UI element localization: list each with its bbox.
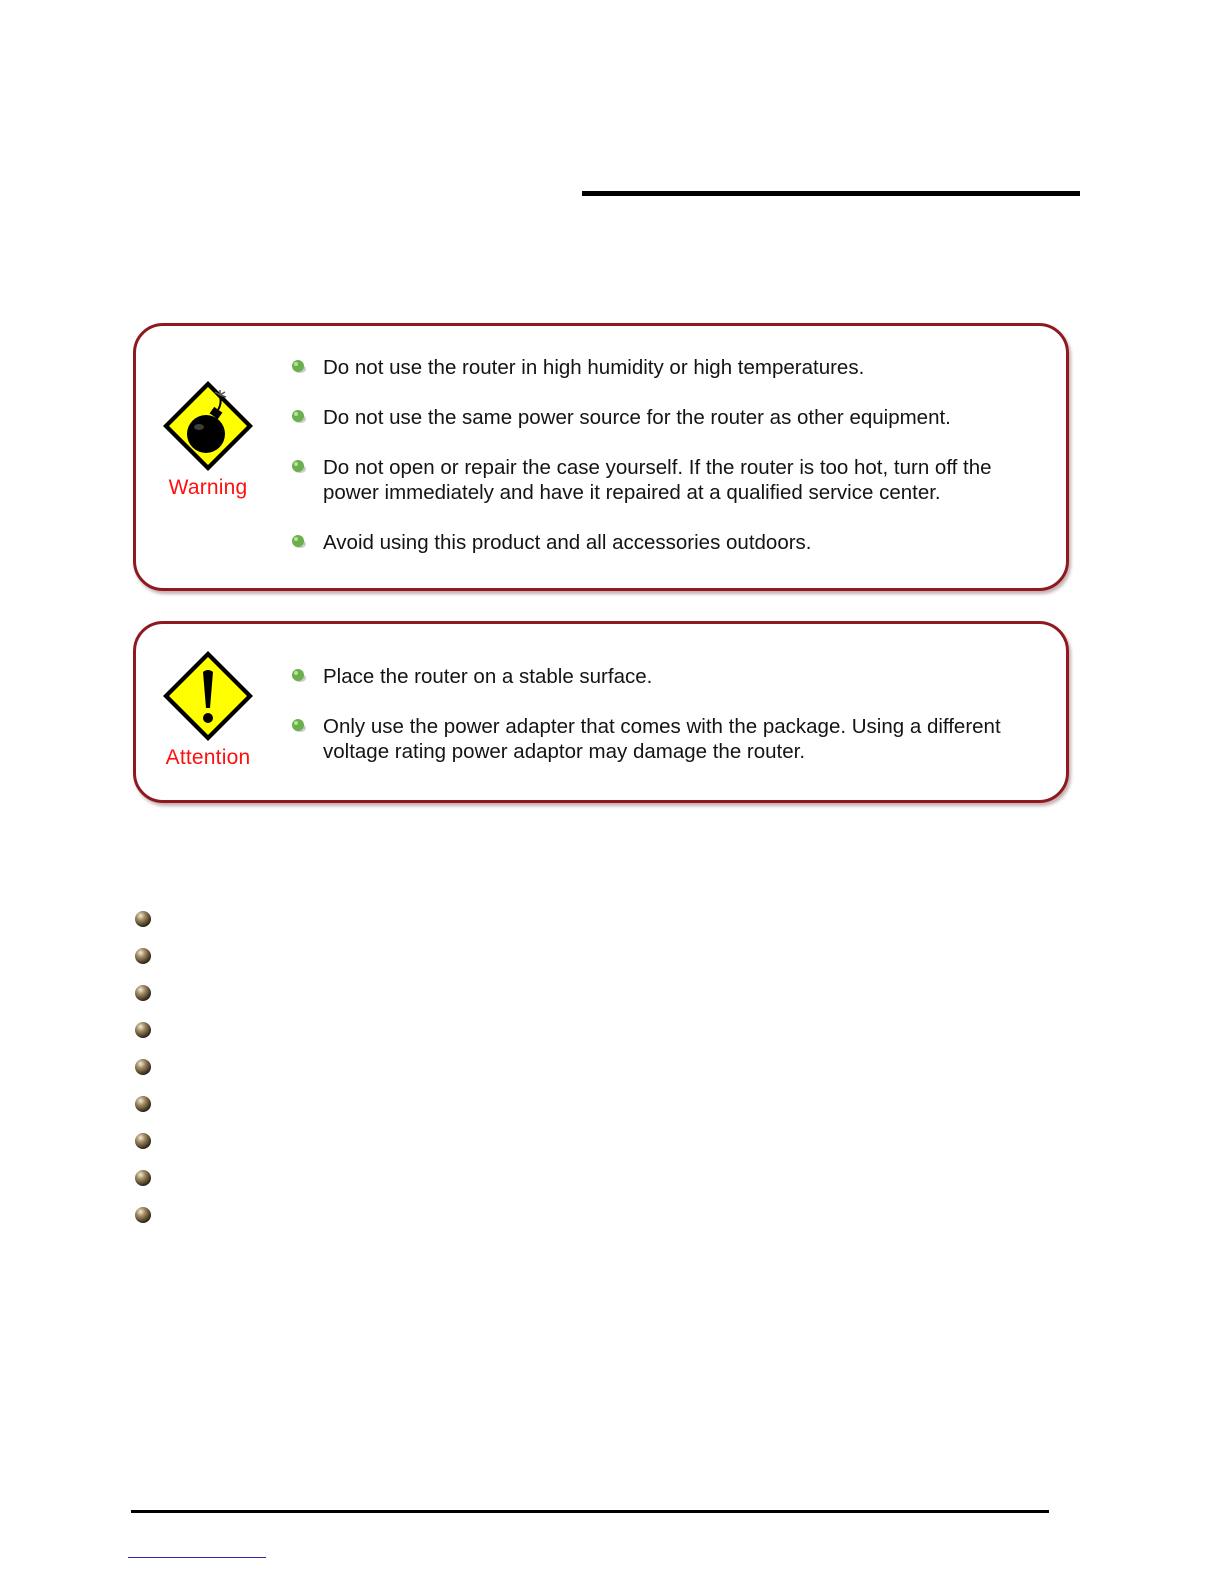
warning-item-text: Do not use the router in high humidity or high temperatures. <box>323 356 865 379</box>
attention-caption: Attention <box>165 746 251 769</box>
bronze-ball-icon <box>134 1169 152 1187</box>
bronze-ball-icon <box>134 1132 152 1150</box>
attention-box <box>133 621 1069 803</box>
list-item <box>288 455 1046 505</box>
list-item <box>288 405 1046 430</box>
list-item <box>288 714 1046 764</box>
warning-list <box>288 355 1046 580</box>
bronze-ball-icon <box>134 1095 152 1113</box>
warning-caption: Warning <box>168 476 248 499</box>
green-dot-icon <box>291 718 307 734</box>
footer-rule <box>131 1510 1049 1513</box>
title-underline <box>582 191 1080 196</box>
green-dot-icon <box>291 668 307 684</box>
warning-box <box>133 323 1069 591</box>
warning-sign <box>158 378 258 500</box>
bronze-ball-icon <box>134 1021 152 1039</box>
bronze-ball-icon <box>134 1058 152 1076</box>
exclamation-attention-icon <box>160 648 256 744</box>
warning-item-text-line2: power immediately and have it repaired at a qualified service center. <box>323 481 941 504</box>
attention-item-text-line1: Only use the power adapter that comes with the package. Using a different <box>323 715 1001 738</box>
list-item <box>288 664 1046 689</box>
footer-link-underline[interactable] <box>128 1557 266 1558</box>
list-item <box>288 530 1046 555</box>
list-item <box>288 355 1046 380</box>
bomb-warning-icon <box>160 378 256 474</box>
green-dot-icon <box>291 534 307 550</box>
bronze-ball-icon <box>134 1206 152 1224</box>
green-dot-icon <box>291 359 307 375</box>
warning-item-text: Do not use the same power source for the router as other equipment. <box>323 406 951 429</box>
bronze-ball-icon <box>134 984 152 1002</box>
green-dot-icon <box>291 409 307 425</box>
attention-item-text: Place the router on a stable surface. <box>323 665 653 688</box>
bronze-ball-icon <box>134 910 152 928</box>
warning-item-text: Avoid using this product and all accessories outdoors. <box>323 531 812 554</box>
green-dot-icon <box>291 459 307 475</box>
attention-sign <box>158 648 258 770</box>
attention-list <box>288 664 1046 789</box>
warning-item-text-line1: Do not open or repair the case yourself. If the router is too hot, turn off the <box>323 456 992 479</box>
attention-item-text-line2: voltage rating power adaptor may damage the router. <box>323 740 806 763</box>
bronze-ball-icon <box>134 947 152 965</box>
